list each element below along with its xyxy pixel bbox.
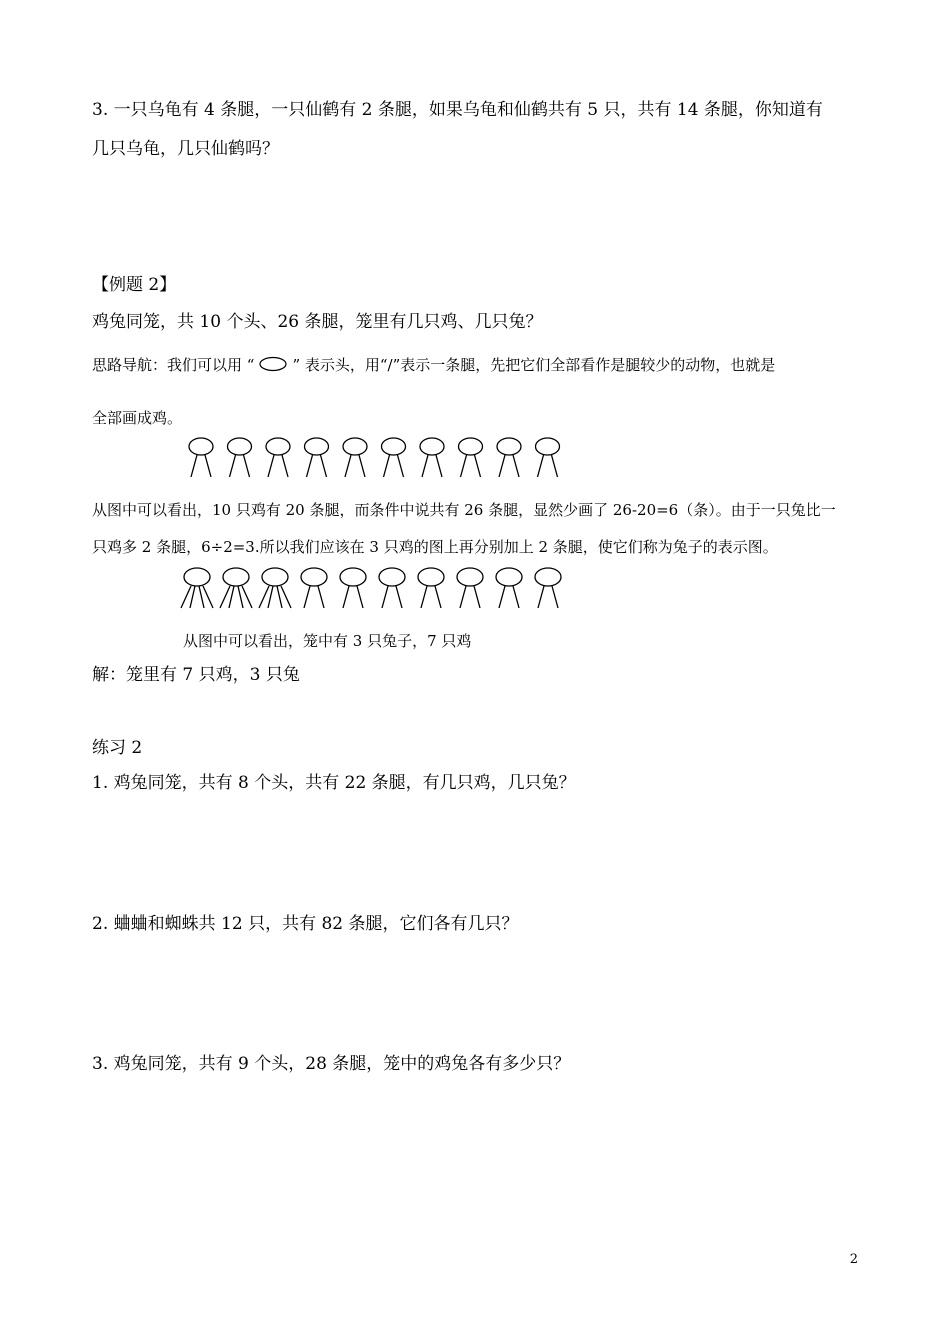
leg-line: [460, 586, 466, 608]
head-ellipse: [223, 568, 249, 586]
leg-line: [238, 586, 243, 608]
head-ellipse: [262, 568, 288, 586]
head-ellipse: [497, 438, 521, 455]
leg-line: [436, 455, 442, 477]
chicken-figure: [459, 438, 483, 477]
head-ellipse: [343, 438, 367, 455]
figure-caption: 从图中可以看出，笼中有 3 只兔子，7 只鸡: [183, 632, 472, 650]
head-ellipse: [459, 438, 483, 455]
leg-line: [461, 455, 467, 477]
leg-line: [513, 586, 519, 608]
head-ellipse: [228, 438, 252, 455]
chicken-figure: [379, 568, 405, 608]
leg-line: [538, 586, 544, 608]
head-ellipse: [496, 568, 522, 586]
head-ellipse: [418, 568, 444, 586]
leg-line: [205, 455, 211, 477]
example2-hint-line2: 全部画成鸡。: [92, 409, 183, 427]
leg-line: [422, 455, 428, 477]
leg-line: [345, 455, 351, 477]
leg-line: [382, 586, 388, 608]
chicken-figure: [536, 438, 560, 477]
leg-line: [220, 586, 230, 608]
chicken-figure: [496, 568, 522, 608]
leg-line: [552, 455, 558, 477]
head-ellipse: [457, 568, 483, 586]
leg-line: [229, 586, 234, 608]
leg-line: [203, 586, 213, 608]
chicken-figure: [305, 438, 329, 477]
leg-line: [538, 455, 544, 477]
hint-text-part2: ” 表示头，用“/”表示一条腿，先把它们全部看作是腿较少的动物，也就是: [292, 356, 776, 374]
example2-reasoning-line2: 只鸡多 2 条腿，6÷2=3.所以我们应该在 3 只鸡的图上再分别加上 2 条腿，使它们称为兔子的表示图。: [92, 538, 778, 556]
leg-line: [307, 455, 313, 477]
practice2-heading: 练习 2: [92, 738, 143, 758]
chicken-figure: [457, 568, 483, 608]
leg-line: [199, 586, 204, 608]
rabbit-figure: [181, 568, 213, 608]
page-number: 2: [849, 1252, 858, 1267]
chicken-figure: [228, 438, 252, 477]
head-ellipse: [382, 438, 406, 455]
leg-line: [384, 455, 390, 477]
chicken-figure: [266, 438, 290, 477]
practice2-question1: 1. 鸡兔同笼，共有 8 个头，共有 22 条腿，有几只鸡，几只兔？: [92, 773, 576, 793]
head-ellipse: [536, 438, 560, 455]
example2-reasoning-line1: 从图中可以看出，10 只鸡有 20 条腿，而条件中说共有 26 条腿，显然少画了 26-20=6（条）。由于一只兔比一: [92, 501, 836, 519]
leg-line: [191, 455, 197, 477]
leg-line: [282, 455, 288, 477]
head-ellipse: [301, 568, 327, 586]
head-ellipse: [189, 438, 213, 455]
chicken-figure: [382, 438, 406, 477]
leg-line: [259, 586, 269, 608]
leg-line: [499, 586, 505, 608]
head-ellipse: [420, 438, 444, 455]
practice2-question3: 3. 鸡兔同笼，共有 9 个头，28 条腿，笼中的鸡兔各有多少只？: [92, 1054, 571, 1074]
head-ellipse: [184, 568, 210, 586]
head-ellipse: [379, 568, 405, 586]
leg-line: [474, 586, 480, 608]
leg-line: [398, 455, 404, 477]
leg-line: [277, 586, 282, 608]
leg-line: [357, 586, 363, 608]
head-ellipse: [340, 568, 366, 586]
leg-line: [304, 586, 310, 608]
chicken-figure: [420, 438, 444, 477]
chicken-rabbit-figure-2: [180, 566, 590, 618]
leg-line: [435, 586, 441, 608]
leg-line: [513, 455, 519, 477]
leg-line: [268, 455, 274, 477]
leg-line: [475, 455, 481, 477]
rabbit-figure: [220, 568, 252, 608]
leg-line: [396, 586, 402, 608]
chicken-figure: [418, 568, 444, 608]
example2-problem: 鸡兔同笼，共 10 个头、26 条腿，笼里有几只鸡、几只兔？: [92, 312, 543, 332]
chicken-figure: [343, 438, 367, 477]
leg-line: [321, 455, 327, 477]
head-ellipse: [305, 438, 329, 455]
leg-line: [552, 586, 558, 608]
chicken-figure: [535, 568, 561, 608]
example2-heading: 【例题 2】: [92, 275, 177, 295]
leg-line: [181, 586, 191, 608]
practice2-question2: 2. 蛐蛐和蜘蛛共 12 只，共有 82 条腿，它们各有几只？: [92, 914, 519, 934]
leg-line: [359, 455, 365, 477]
leg-line: [343, 586, 349, 608]
chicken-figure: [301, 568, 327, 608]
chicken-figure: [497, 438, 521, 477]
question3-line2: 几只乌龟，几只仙鹤吗？: [92, 139, 279, 159]
leg-line: [421, 586, 427, 608]
leg-line: [242, 586, 252, 608]
chicken-figure-1: [185, 436, 585, 484]
leg-line: [268, 586, 273, 608]
chicken-figure: [340, 568, 366, 608]
leg-line: [190, 586, 195, 608]
example2-hint-line1: [92, 356, 775, 373]
leg-line: [499, 455, 505, 477]
leg-line: [318, 586, 324, 608]
leg-line: [244, 455, 250, 477]
head-ellipse: [266, 438, 290, 455]
head-ellipse: [535, 568, 561, 586]
hint-text-part1: 思路导航：我们可以用 “: [92, 356, 255, 374]
example2-solution: 解：笼里有 7 只鸡，3 只兔: [92, 665, 300, 685]
leg-line: [230, 455, 236, 477]
leg-line: [281, 586, 291, 608]
question3-line1: 3. 一只乌龟有 4 条腿，一只仙鹤有 2 条腿，如果乌龟和仙鹤共有 5 只，共有 14 条腿，你知道有: [92, 100, 823, 120]
head-symbol-icon: [258, 356, 288, 372]
chicken-figure: [189, 438, 213, 477]
rabbit-figure: [259, 568, 291, 608]
